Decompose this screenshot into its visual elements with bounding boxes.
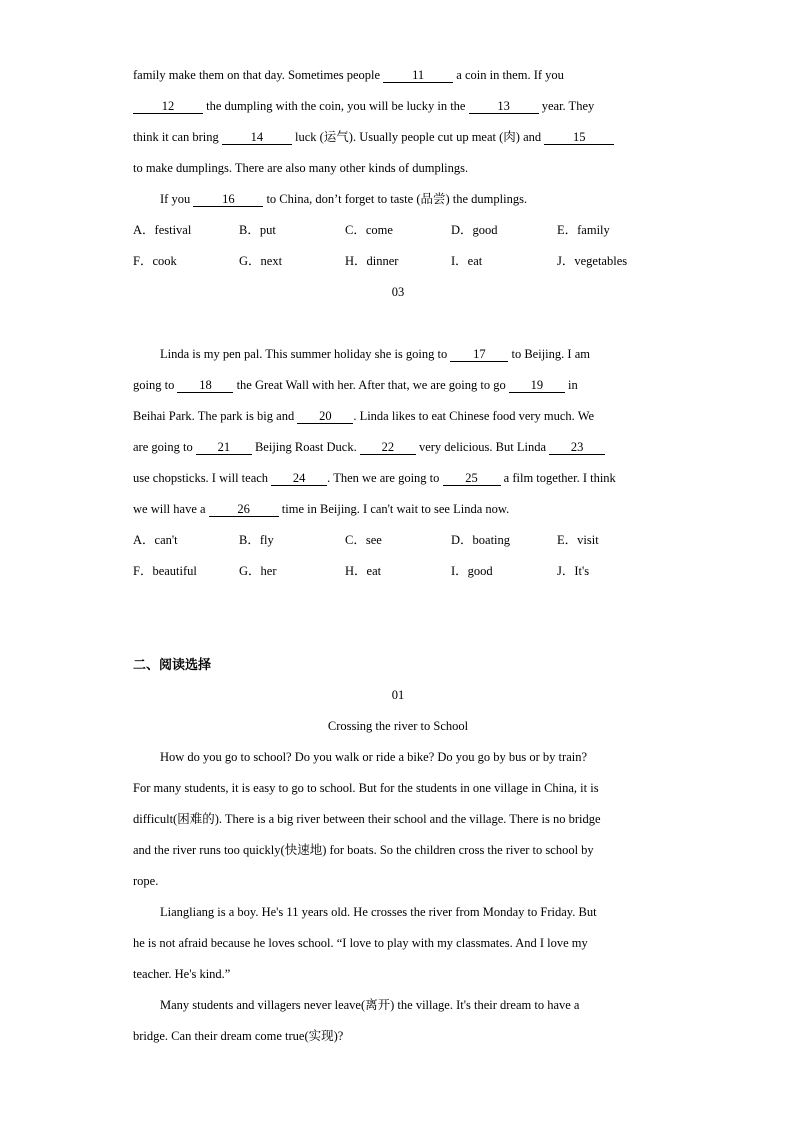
text: going to (133, 378, 178, 392)
options-row (133, 556, 663, 587)
blank-26[interactable]: 26 (209, 502, 279, 517)
text: we will have a (133, 502, 209, 516)
text: Linda is my pen pal. This summer holiday she is going to (160, 347, 451, 361)
option[interactable]: G．her (239, 564, 277, 578)
passage-line (133, 60, 663, 91)
blank-21[interactable]: 21 (196, 440, 252, 455)
option[interactable]: E．visit (557, 533, 599, 547)
option[interactable]: F．cook (133, 254, 177, 268)
blank-14[interactable]: 14 (222, 130, 292, 145)
passage-line (133, 494, 663, 525)
text: are going to (133, 440, 196, 454)
passage-line: rope. (133, 874, 159, 888)
blank-12[interactable]: 12 (133, 99, 203, 114)
text: Beijing Roast Duck. (251, 440, 360, 454)
blank-19[interactable]: 19 (509, 378, 565, 393)
section-heading: 二、阅读选择 (133, 657, 212, 672)
passage-line: How do you go to school? Do you walk or ride a bike? Do you go by bus or by train? (160, 750, 588, 764)
options-row (133, 246, 663, 277)
option[interactable]: C．see (345, 533, 382, 547)
passage-line: he is not afraid because he loves school. “I love to play with my classmates. And I love my (133, 936, 588, 950)
option[interactable]: D．good (451, 223, 498, 237)
passage-line: teacher. He's kind.” (133, 967, 231, 981)
passage-number: 03 (391, 285, 405, 299)
option[interactable]: A．festival (133, 223, 192, 237)
text: . Linda likes to eat Chinese food very much. We (353, 409, 595, 423)
passage-line: and the river runs too quickly(快速地) for boats. So the children cross the river to school by (133, 843, 594, 857)
option[interactable]: B．fly (239, 533, 274, 547)
option[interactable]: F．beautiful (133, 564, 197, 578)
option[interactable]: C．come (345, 223, 393, 237)
text: time in Beijing. I can't wait to see Linda now. (278, 502, 510, 516)
text: luck (运气). Usually people cut up meat (肉) and (291, 130, 545, 144)
text: family make them on that day. Sometimes people (133, 68, 384, 82)
option[interactable]: J．It's (557, 564, 590, 578)
text: a coin in them. If you (453, 68, 564, 82)
text: a film together. I think (500, 471, 616, 485)
text: use chopsticks. I will teach (133, 471, 272, 485)
text: very delicious. But Linda (415, 440, 550, 454)
passage-line (133, 339, 663, 370)
passage-number: 01 (391, 688, 405, 702)
option[interactable]: A．can't (133, 533, 178, 547)
blank-15[interactable]: 15 (544, 130, 614, 145)
text: year. They (538, 99, 595, 113)
option[interactable]: I．good (451, 564, 493, 578)
passage-line: bridge. Can their dream come true(实现)? (133, 1029, 344, 1043)
text: If you (160, 192, 194, 206)
text: to Beijing. I am (508, 347, 590, 361)
option[interactable]: I．eat (451, 254, 483, 268)
blank-17[interactable]: 17 (450, 347, 508, 362)
passage-line (133, 184, 663, 215)
text: think it can bring (133, 130, 222, 144)
spacer (133, 587, 663, 649)
spacer (133, 308, 663, 339)
options-row (133, 215, 663, 246)
passage-line (133, 432, 663, 463)
blank-11[interactable]: 11 (383, 68, 453, 83)
passage-line (133, 122, 663, 153)
passage-line (133, 401, 663, 432)
text: in (564, 378, 578, 392)
passage-line (133, 370, 663, 401)
passage-line (133, 463, 663, 494)
blank-23[interactable]: 23 (549, 440, 605, 455)
passage-title: Crossing the river to School (327, 719, 469, 733)
text: . Then we are going to (327, 471, 443, 485)
option[interactable]: H．eat (345, 564, 382, 578)
document-content (133, 60, 663, 1052)
option[interactable]: G．next (239, 254, 283, 268)
text: Beihai Park. The park is big and (133, 409, 298, 423)
option[interactable]: E．family (557, 223, 610, 237)
option[interactable]: B．put (239, 223, 276, 237)
blank-25[interactable]: 25 (443, 471, 501, 486)
option[interactable]: J．vegetables (557, 254, 628, 268)
blank-20[interactable]: 20 (297, 409, 353, 424)
passage-line: For many students, it is easy to go to school. But for the students in one village in China, it is (133, 781, 599, 795)
passage-line (133, 91, 663, 122)
blank-22[interactable]: 22 (360, 440, 416, 455)
text: the Great Wall with her. After that, we are going to go (233, 378, 509, 392)
passage-line: to make dumplings. There are also many other kinds of dumplings. (133, 161, 469, 175)
option[interactable]: H．dinner (345, 254, 399, 268)
blank-13[interactable]: 13 (469, 99, 539, 114)
blank-18[interactable]: 18 (177, 378, 233, 393)
passage-line: Many students and villagers never leave(离开) the village. It's their dream to have a (160, 998, 580, 1012)
text: to China, don’t forget to taste (品尝) the dumplings. (263, 192, 528, 206)
blank-24[interactable]: 24 (271, 471, 327, 486)
blank-16[interactable]: 16 (193, 192, 263, 207)
text: the dumpling with the coin, you will be lucky in the (203, 99, 469, 113)
options-row (133, 525, 663, 556)
passage-line: difficult(困难的). There is a big river between their school and the village. There is no bridge (133, 812, 601, 826)
option[interactable]: D．boating (451, 533, 511, 547)
passage-line: Liangliang is a boy. He's 11 years old. He crosses the river from Monday to Friday. But (160, 905, 597, 919)
